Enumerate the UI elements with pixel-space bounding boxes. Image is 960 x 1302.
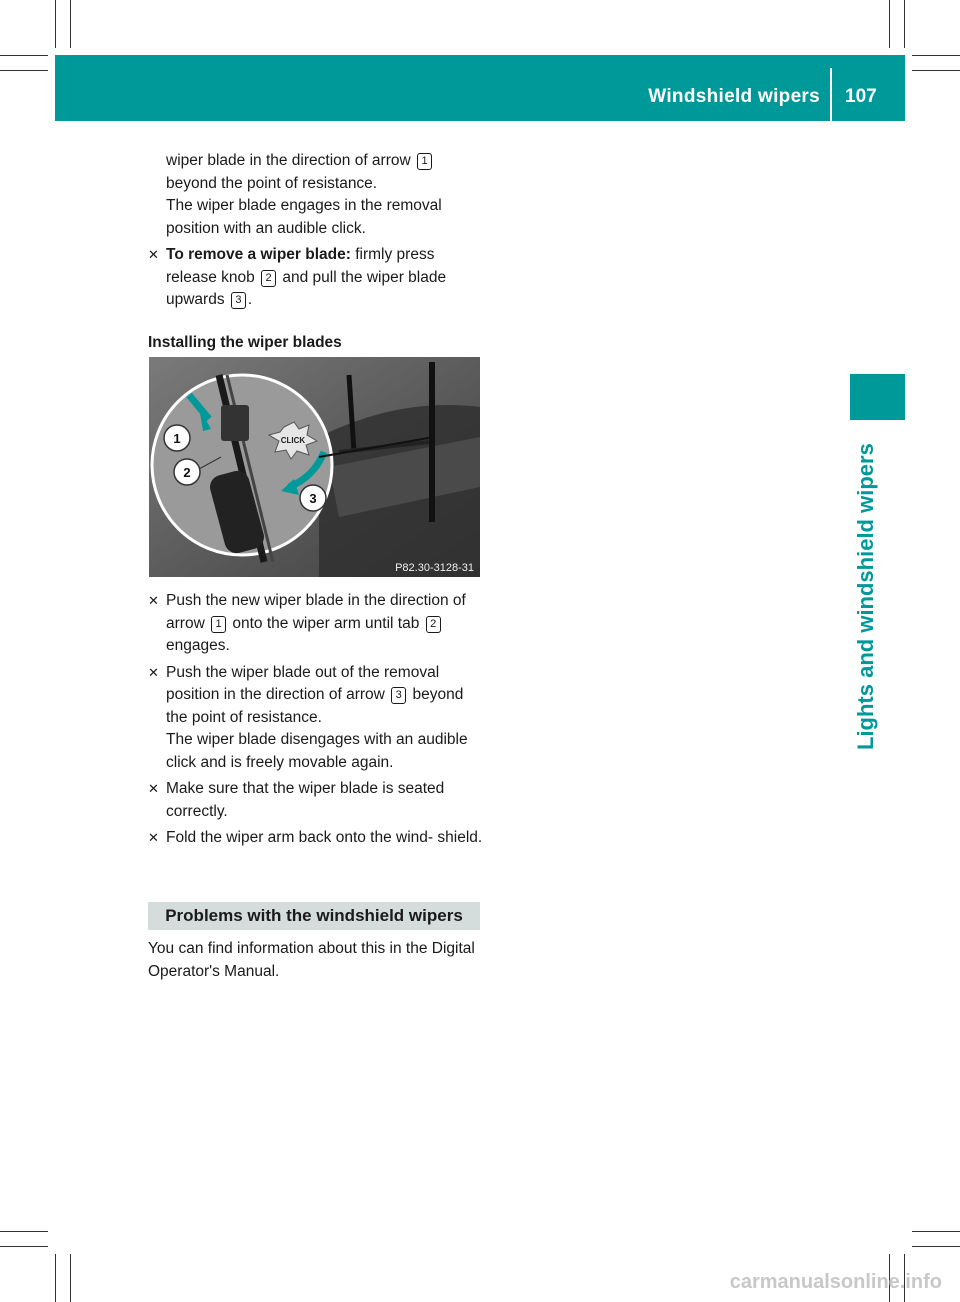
crop-mark <box>0 1246 48 1247</box>
continuation-paragraph: wiper blade in the direction of arrow 1 beyond the point of resistance. <box>148 150 483 195</box>
callout-number: 3 <box>231 292 246 309</box>
callout-3-label: 3 <box>309 491 317 506</box>
callout-number: 3 <box>391 687 406 704</box>
step-marker-icon: ✕ <box>148 664 159 680</box>
wiper-illustration <box>149 357 480 577</box>
callout-number: 1 <box>211 616 226 633</box>
install-step-note: The wiper blade disengages with an audible click and is freely movable again. <box>166 731 468 771</box>
install-step: ✕ Make sure that the wiper blade is seated correctly. <box>148 780 445 820</box>
click-label: CLICK <box>280 436 306 445</box>
crop-mark <box>912 1231 960 1232</box>
problems-heading: Problems with the windshield wipers <box>148 902 480 930</box>
crop-mark <box>55 0 56 48</box>
callout-number: 2 <box>426 616 441 633</box>
install-steps <box>148 590 483 854</box>
crop-mark <box>904 0 905 48</box>
step-marker-icon: ✕ <box>148 781 159 796</box>
install-step: ✕ Fold the wiper arm back onto the wind- shield. <box>148 827 483 850</box>
page-number: 107 <box>845 86 877 107</box>
crop-mark <box>0 70 48 71</box>
callout-number: 2 <box>261 270 276 287</box>
step-marker-icon: ✕ <box>148 830 159 845</box>
crop-mark <box>912 55 960 56</box>
remove-step: ✕ To remove a wiper blade: firmly press release knob 2 and pull the wiper blade upwards 3 . <box>148 246 447 308</box>
install-step: ✕ Push the wiper blade out of the removal position in the direction of arrow 3 beyond the point of resistance. The wiper blade disengages with an audible click and is freely movable again. <box>148 662 483 775</box>
crop-mark <box>912 70 960 71</box>
callout-2-label: 2 <box>183 465 191 480</box>
crop-mark <box>912 1246 960 1247</box>
crop-mark <box>70 1254 71 1302</box>
crop-mark <box>70 0 71 48</box>
header-divider <box>830 68 832 121</box>
callout-1-label: 1 <box>173 431 181 446</box>
crop-mark <box>889 0 890 48</box>
page-title: Windshield wipers <box>648 86 820 107</box>
wiper-drawing <box>149 357 480 577</box>
install-step: ✕ Push the new wiper blade in the direction of arrow 1 onto the wiper arm until tab 2 engages. <box>148 592 466 654</box>
callout-number: 1 <box>417 153 432 170</box>
step-marker-icon: ✕ <box>148 593 159 608</box>
crop-mark <box>0 1231 48 1232</box>
top-section <box>148 150 483 354</box>
step-marker-icon: ✕ <box>148 247 159 262</box>
watermark: carmanualsonline.info <box>729 1271 942 1293</box>
problems-text: You can find information about this in the Digital Operator's Manual. <box>148 940 475 980</box>
crop-mark <box>55 1254 56 1302</box>
install-heading: Installing the wiper blades <box>148 333 342 351</box>
side-tab-label: Lights and windshield wipers <box>853 443 878 750</box>
figure-code: P82.30-3128-31 <box>395 562 474 574</box>
continuation-note: The wiper blade engages in the removal position with an audible click. <box>166 197 442 237</box>
crop-mark <box>0 55 48 56</box>
